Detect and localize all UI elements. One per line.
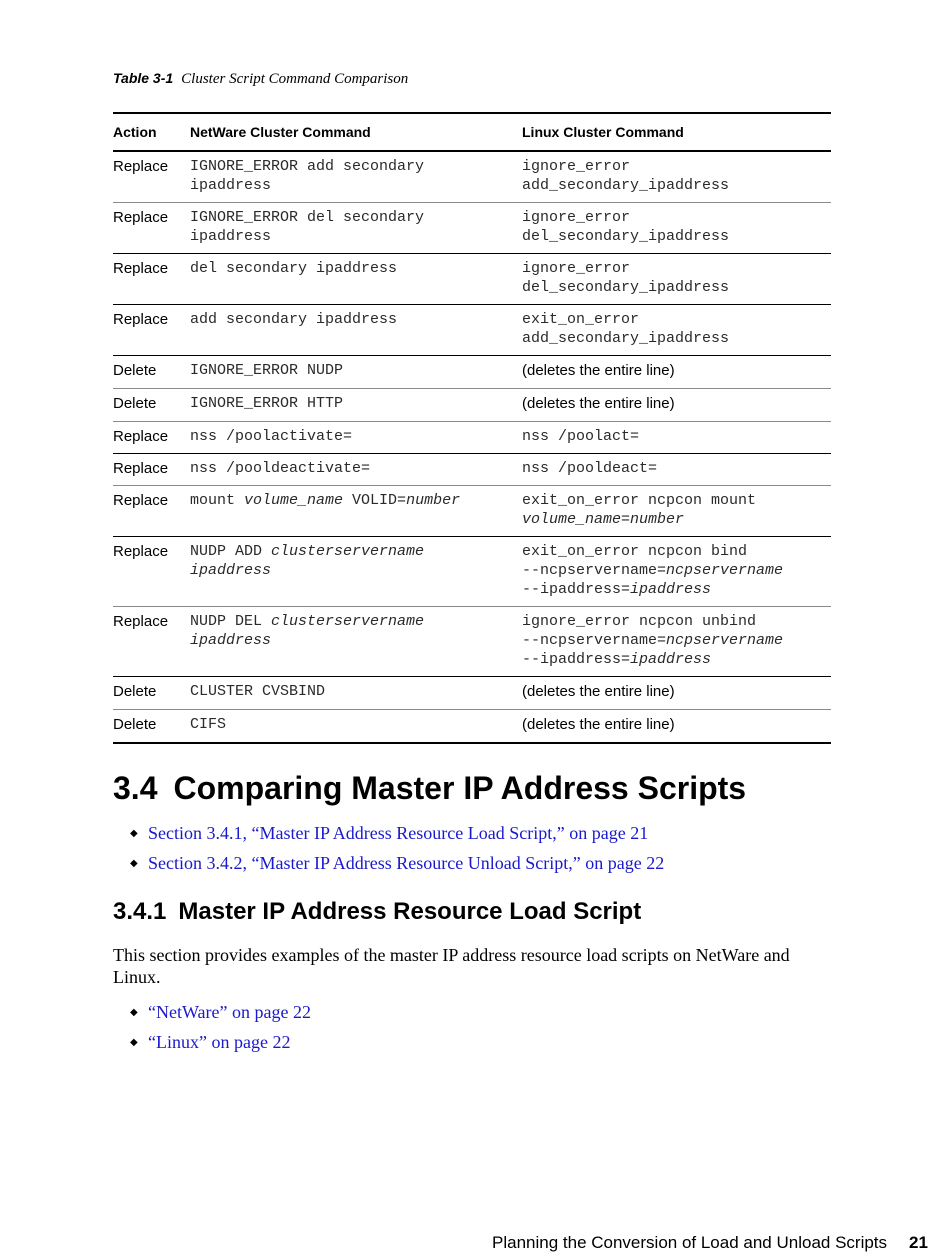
action-cell: Delete — [113, 677, 190, 710]
linux-note: (deletes the entire line) — [522, 362, 675, 379]
table-row — [113, 203, 831, 254]
table-row — [113, 254, 831, 305]
code-text: ipaddress — [190, 177, 272, 194]
linux-command-cell — [522, 486, 831, 537]
linux-command-cell — [522, 537, 831, 607]
code-text: NUDP ADD — [190, 543, 272, 560]
code-line — [522, 227, 831, 246]
bullet-diamond-icon: ◆ — [130, 1036, 138, 1048]
netware-command-cell — [190, 203, 522, 254]
code-text: add secondary ipaddress — [190, 311, 398, 328]
code-line — [522, 612, 831, 631]
code-text: VOLID= — [343, 492, 407, 509]
linux-note: (deletes the entire line) — [522, 395, 675, 412]
section-title: Comparing Master IP Address Scripts — [173, 770, 747, 806]
code-line — [522, 542, 831, 561]
code-placeholder: ipaddress — [190, 632, 272, 649]
code-text: del secondary ipaddress — [190, 260, 398, 277]
link-section-3-4-2[interactable]: Section 3.4.2, “Master IP Address Resource Unload Script,” on page 22 — [148, 852, 665, 873]
code-text: nss /pooldeactivate= — [190, 460, 371, 477]
subsection-title: Master IP Address Resource Load Script — [178, 898, 642, 925]
linux-command-cell — [522, 454, 831, 486]
code-line — [522, 157, 831, 176]
netware-command-cell — [190, 710, 522, 744]
code-line — [522, 491, 831, 510]
list-item — [130, 823, 664, 853]
code-line — [190, 612, 522, 631]
code-line — [190, 259, 522, 278]
linux-command-cell — [522, 151, 831, 203]
code-text: ignore_error — [522, 260, 631, 277]
table-row — [113, 537, 831, 607]
code-text: exit_on_error ncpcon bind — [522, 543, 748, 560]
code-text: IGNORE_ERROR NUDP — [190, 362, 344, 379]
code-text: CIFS — [190, 716, 227, 733]
code-text: del_secondary_ipaddress — [522, 228, 730, 245]
linux-command-cell — [522, 677, 831, 710]
code-placeholder: ncpservername — [666, 632, 784, 649]
code-line — [522, 208, 831, 227]
code-line — [522, 631, 831, 650]
code-placeholder: volume_name — [244, 492, 344, 509]
code-line — [522, 510, 831, 529]
comparison-table — [113, 112, 831, 744]
code-line — [190, 427, 522, 446]
table-caption — [113, 70, 408, 88]
code-text: exit_on_error ncpcon mount — [522, 492, 757, 509]
header-action: Action — [113, 113, 190, 151]
code-text: add_secondary_ipaddress — [522, 330, 730, 347]
action-cell: Replace — [113, 607, 190, 677]
netware-command-cell — [190, 422, 522, 454]
code-line — [190, 491, 522, 510]
bullet-diamond-icon: ◆ — [130, 857, 138, 869]
code-text: = — [621, 511, 631, 528]
code-text: IGNORE_ERROR del secondary — [190, 209, 425, 226]
code-text: IGNORE_ERROR add secondary — [190, 158, 425, 175]
code-text: add_secondary_ipaddress — [522, 177, 730, 194]
code-text: nss /poolactivate= — [190, 428, 353, 445]
linux-command-cell — [522, 356, 831, 389]
code-line — [190, 542, 522, 561]
code-line — [190, 394, 522, 413]
code-text: --ncpservername= — [522, 632, 667, 649]
code-line — [190, 561, 522, 580]
action-cell: Replace — [113, 254, 190, 305]
table-row — [113, 677, 831, 710]
code-placeholder: number — [630, 511, 685, 528]
linux-command-cell — [522, 203, 831, 254]
code-placeholder: volume_name — [522, 511, 622, 528]
linux-command-cell — [522, 607, 831, 677]
code-line — [522, 650, 831, 669]
action-cell: Replace — [113, 454, 190, 486]
code-placeholder: ipaddress — [630, 581, 712, 598]
page-footer — [492, 1233, 928, 1253]
linux-command-cell — [522, 710, 831, 744]
code-line — [522, 176, 831, 195]
code-line — [522, 580, 831, 599]
linux-command-cell — [522, 254, 831, 305]
code-line — [522, 459, 831, 478]
code-placeholder: clusterservername — [271, 613, 425, 630]
table-header-row — [113, 113, 831, 151]
table-number: Table 3-1 — [113, 70, 174, 86]
subsection-link-list — [130, 1002, 311, 1061]
action-cell: Replace — [113, 151, 190, 203]
action-cell: Replace — [113, 422, 190, 454]
netware-command-cell — [190, 356, 522, 389]
list-item — [130, 853, 664, 883]
code-line — [190, 631, 522, 650]
footer-title: Planning the Conversion of Load and Unload Scripts — [492, 1233, 888, 1252]
code-line — [522, 329, 831, 348]
code-line — [190, 208, 522, 227]
code-text: nss /poolact= — [522, 428, 640, 445]
table-row — [113, 710, 831, 744]
table-row — [113, 356, 831, 389]
netware-command-cell — [190, 254, 522, 305]
link-linux[interactable]: “Linux” on page 22 — [148, 1031, 291, 1052]
page-number: 21 — [909, 1233, 928, 1252]
section-link-list — [130, 823, 664, 882]
code-text: exit_on_error — [522, 311, 640, 328]
code-line — [522, 278, 831, 297]
code-text: CLUSTER CVSBIND — [190, 683, 326, 700]
netware-command-cell — [190, 537, 522, 607]
table-row — [113, 486, 831, 537]
section-heading — [113, 770, 746, 807]
list-item — [130, 1032, 311, 1062]
code-line — [190, 176, 522, 195]
code-text: ipaddress — [190, 228, 272, 245]
action-cell: Delete — [113, 710, 190, 744]
action-cell: Replace — [113, 537, 190, 607]
table-row — [113, 305, 831, 356]
code-line — [190, 361, 522, 380]
table-row — [113, 607, 831, 677]
code-text: NUDP DEL — [190, 613, 272, 630]
netware-command-cell — [190, 607, 522, 677]
linux-note: (deletes the entire line) — [522, 683, 675, 700]
code-placeholder: number — [406, 492, 461, 509]
header-netware: NetWare Cluster Command — [190, 113, 522, 151]
action-cell: Replace — [113, 203, 190, 254]
code-text: del_secondary_ipaddress — [522, 279, 730, 296]
netware-command-cell — [190, 677, 522, 710]
code-line — [190, 157, 522, 176]
table-row — [113, 151, 831, 203]
code-line — [522, 259, 831, 278]
table-row — [113, 422, 831, 454]
subsection-heading — [113, 898, 641, 926]
linux-command-cell — [522, 389, 831, 422]
code-line — [190, 310, 522, 329]
list-item — [130, 1002, 311, 1032]
code-text: --ipaddress= — [522, 651, 631, 668]
action-cell: Delete — [113, 356, 190, 389]
code-line — [522, 561, 831, 580]
netware-command-cell — [190, 151, 522, 203]
table-title: Cluster Script Command Comparison — [181, 71, 409, 87]
code-text: ignore_error — [522, 209, 631, 226]
subsection-body: This section provides examples of the master IP address resource load scripts on NetWare and Linux. — [113, 945, 790, 987]
code-line — [190, 227, 522, 246]
code-text: mount — [190, 492, 245, 509]
code-text: nss /pooldeact= — [522, 460, 658, 477]
netware-command-cell — [190, 454, 522, 486]
header-linux: Linux Cluster Command — [522, 113, 831, 151]
code-text: IGNORE_ERROR HTTP — [190, 395, 344, 412]
link-section-3-4-1[interactable]: Section 3.4.1, “Master IP Address Resource Load Script,” on page 21 — [148, 823, 649, 843]
code-text: ignore_error ncpcon unbind — [522, 613, 757, 630]
bullet-diamond-icon: ◆ — [130, 828, 138, 839]
linux-command-cell — [522, 305, 831, 356]
code-placeholder: ipaddress — [190, 562, 272, 579]
subsection-number: 3.4.1 — [113, 898, 167, 925]
link-netware[interactable]: “NetWare” on page 22 — [148, 1002, 311, 1022]
code-text: ignore_error — [522, 158, 631, 175]
netware-command-cell — [190, 486, 522, 537]
code-line — [522, 427, 831, 446]
code-line — [522, 310, 831, 329]
code-text: --ipaddress= — [522, 581, 631, 598]
code-placeholder: ncpservername — [666, 562, 784, 579]
netware-command-cell — [190, 389, 522, 422]
action-cell: Replace — [113, 486, 190, 537]
linux-command-cell — [522, 422, 831, 454]
code-line — [190, 682, 522, 701]
action-cell: Replace — [113, 305, 190, 356]
code-placeholder: clusterservername — [271, 543, 425, 560]
table-row — [113, 454, 831, 486]
table-row — [113, 389, 831, 422]
table-body — [113, 151, 831, 743]
action-cell: Delete — [113, 389, 190, 422]
netware-command-cell — [190, 305, 522, 356]
section-number: 3.4 — [113, 770, 158, 806]
code-text: --ncpservername= — [522, 562, 667, 579]
code-line — [190, 459, 522, 478]
linux-note: (deletes the entire line) — [522, 716, 675, 733]
code-placeholder: ipaddress — [630, 651, 712, 668]
bullet-diamond-icon: ◆ — [130, 1007, 138, 1018]
code-line — [190, 715, 522, 734]
